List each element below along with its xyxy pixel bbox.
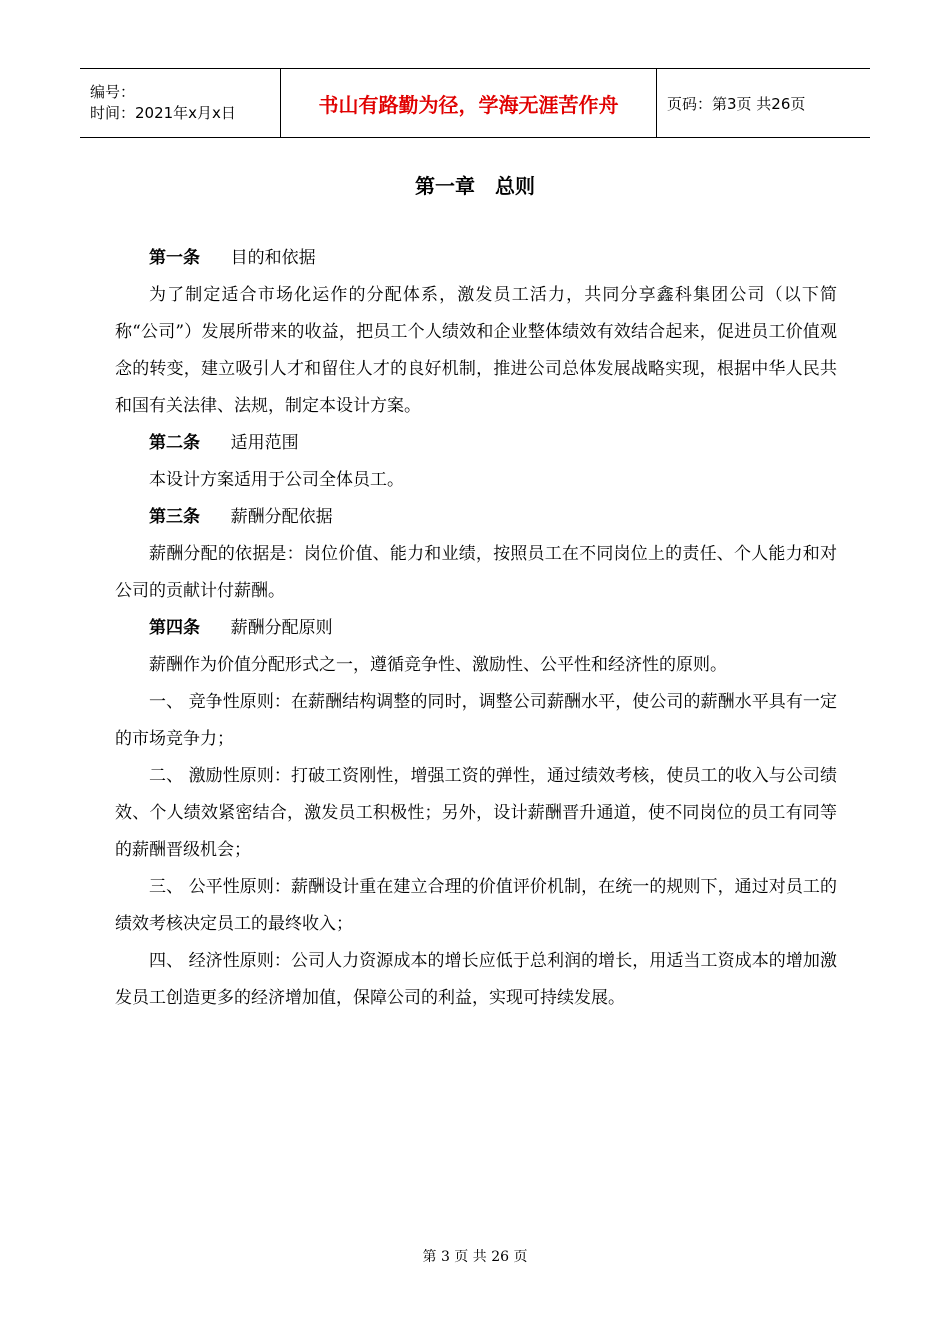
article-number: 第一条 — [149, 248, 200, 268]
document-number: 编号： — [90, 83, 136, 101]
article-heading — [115, 610, 837, 647]
paragraph: 为了制定适合市场化运作的分配体系，激发员工活力，共同分享鑫科集团公司（以下简称“公司”）发展所带来的收益，把员工个人绩效和企业整体绩效有效结合起来，促进员工价值观念的转变，建立吸引人才和留住人才的良好机制，推进公司总体发展战略实现，根据中华人民共和国有关法律、法规，制定本设计方案。 — [115, 285, 837, 416]
principle-item: 一、 竞争性原则：在薪酬结构调整的同时，调整公司薪酬水平，使公司的薪酬水平具有一定的市场竞争力； — [115, 692, 837, 749]
article-heading — [115, 499, 837, 536]
article-number: 第四条 — [149, 618, 200, 638]
article-heading — [115, 240, 837, 277]
article-title: 薪酬分配依据 — [230, 507, 333, 527]
article-number: 第二条 — [149, 433, 200, 453]
article-title: 薪酬分配原则 — [230, 618, 333, 638]
paragraph: 本设计方案适用于公司全体员工。 — [149, 470, 404, 490]
chapter-title: 第一章 总则 — [415, 174, 535, 198]
article-title: 适用范围 — [230, 433, 299, 453]
principle-item: 三、 公平性原则：薪酬设计重在建立合理的价值评价机制，在统一的规则下，通过对员工的绩效考核决定员工的最终收入； — [115, 877, 837, 934]
page-header — [80, 68, 870, 138]
header-slogan: 书山有路勤为径，学海无涯苦作舟 — [280, 69, 657, 137]
principle-item: 四、 经济性原则：公司人力资源成本的增长应低于总利润的增长，用适当工资成本的增加激发员工创造更多的经济增加值，保障公司的利益，实现可持续发展。 — [115, 951, 837, 1008]
document-body — [115, 240, 837, 1017]
document-date: 时间：2021年x月x日 — [90, 104, 236, 122]
header-left — [80, 69, 280, 137]
article-number: 第三条 — [149, 507, 200, 527]
article-heading — [115, 425, 837, 462]
principle-item: 二、 激励性原则：打破工资刚性，增强工资的弹性，通过绩效考核，使员工的收入与公司绩效、个人绩效紧密结合，激发员工积极性；另外，设计薪酬晋升通道，使不同岗位的员工有同等的薪酬晋级机会； — [115, 766, 837, 860]
paragraph: 薪酬分配的依据是：岗位价值、能力和业绩，按照员工在不同岗位上的责任、个人能力和对公司的贡献计付薪酬。 — [115, 544, 837, 601]
header-page-info: 页码：第3页 共26页 — [667, 94, 806, 113]
paragraph: 薪酬作为价值分配形式之一，遵循竞争性、激励性、公平性和经济性的原则。 — [149, 655, 727, 675]
page-footer: 第 3 页 共 26 页 — [422, 1249, 528, 1265]
article-title: 目的和依据 — [230, 248, 316, 268]
